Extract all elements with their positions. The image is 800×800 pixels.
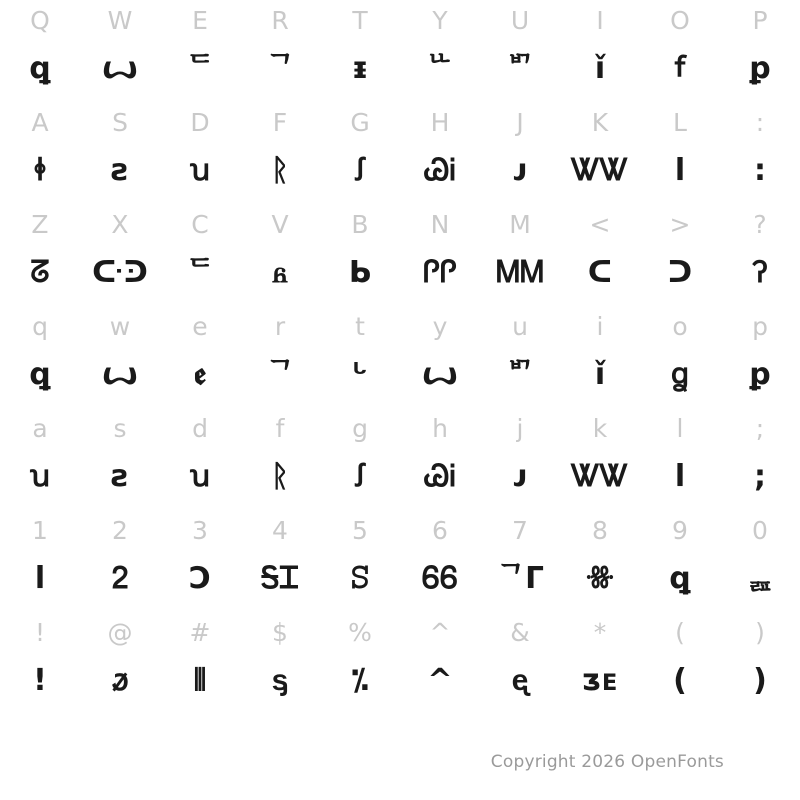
- glyph-cell: ᖯ: [348, 255, 372, 290]
- glyph-cell: ᄔ: [425, 51, 455, 86]
- key-row-asdf-lower: [0, 408, 800, 450]
- glyph-cell: ^: [427, 663, 453, 698]
- glyph-row-qwerty-upper: [0, 42, 800, 96]
- key-cell: ): [755, 618, 765, 647]
- key-cell: Z: [31, 210, 49, 239]
- key-row-asdf-upper: [0, 102, 800, 144]
- key-cell: O: [670, 6, 690, 35]
- glyph-cell: :: [754, 153, 766, 188]
- key-cell: k: [592, 414, 608, 443]
- key-cell: W: [107, 6, 133, 35]
- glyph-cell: ᏺ: [272, 255, 288, 290]
- key-cell: 3: [192, 516, 208, 545]
- key-cell: V: [271, 210, 289, 239]
- key-cell: M: [509, 210, 531, 239]
- key-cell: Q: [30, 6, 50, 35]
- glyph-cell: ᄃ: [185, 51, 215, 86]
- glyph-row-qwerty-lower: [0, 348, 800, 402]
- key-cell: A: [31, 108, 49, 137]
- glyph-cell: ꙍ: [422, 357, 458, 392]
- glyph-cell: ᎵᎵ: [423, 255, 457, 290]
- key-cell: f: [275, 414, 285, 443]
- key-cell: I: [596, 6, 604, 35]
- glyph-cell: ꬲ: [193, 357, 207, 392]
- glyph-cell: ꙍ: [102, 51, 138, 86]
- glyph-cell: ꝗ: [29, 357, 51, 392]
- glyph-cell: ⁒: [351, 663, 369, 698]
- key-cell: C: [191, 210, 209, 239]
- key-cell: K: [591, 108, 609, 137]
- glyph-cell: ᏊᎥ: [424, 459, 456, 494]
- glyph-cell: !: [33, 663, 47, 698]
- key-cell: &: [510, 618, 530, 647]
- glyph-cell: ꝑ: [749, 51, 771, 86]
- key-cell: Y: [432, 6, 448, 35]
- key-cell: :: [755, 108, 765, 137]
- key-cell: %: [348, 618, 372, 647]
- key-cell: F: [272, 108, 288, 137]
- glyph-cell: ᴊ: [512, 153, 528, 188]
- glyph-cell: ⦀: [193, 663, 207, 698]
- key-cell: 7: [512, 516, 528, 545]
- glyph-cell: ꭒ: [29, 459, 51, 494]
- key-cell: N: [430, 210, 450, 239]
- glyph-cell: ᏊᎥ: [424, 153, 456, 188]
- glyph-cell: ᄀᒥ: [496, 561, 544, 596]
- key-cell: g: [352, 414, 368, 443]
- glyph-cell: ᄞ: [505, 51, 535, 86]
- key-cell: 1: [32, 516, 48, 545]
- glyph-cell: ᒡ: [352, 357, 368, 392]
- key-cell: y: [432, 312, 448, 341]
- glyph-cell: ᚱ: [271, 459, 289, 494]
- key-cell: h: [432, 414, 448, 443]
- key-cell: H: [430, 108, 450, 137]
- glyph-cell: ꭍ: [354, 153, 366, 188]
- key-cell: u: [512, 312, 528, 341]
- key-cell: t: [355, 312, 365, 341]
- key-cell: X: [111, 210, 129, 239]
- key-cell: q: [32, 312, 48, 341]
- key-cell: i: [596, 312, 604, 341]
- glyph-cell: ᎦᏆ: [260, 561, 300, 596]
- glyph-cell: ꬹ: [34, 153, 46, 188]
- glyph-cell: ꓛ: [188, 561, 212, 596]
- key-cell: @: [107, 618, 133, 647]
- glyph-cell: ᒿ: [111, 561, 129, 596]
- glyph-cell: ): [753, 663, 767, 698]
- glyph-row-asdf-upper: [0, 144, 800, 198]
- glyph-cell: ꬵ: [674, 51, 686, 86]
- glyph-cell: ᘔ: [30, 255, 50, 290]
- key-cell: 5: [352, 516, 368, 545]
- glyph-cell: ᑐ: [667, 255, 693, 290]
- glyph-cell: ᴣᴇ: [581, 663, 619, 698]
- key-cell: s: [113, 414, 127, 443]
- glyph-cell: ᎷᎷ: [496, 255, 544, 290]
- key-cell: 0: [752, 516, 768, 545]
- key-cell: $: [272, 618, 288, 647]
- copyright-notice: Copyright 2026 OpenFonts: [490, 752, 724, 772]
- key-cell: 8: [592, 516, 608, 545]
- key-cell: a: [32, 414, 48, 443]
- glyph-cell: (: [673, 663, 687, 698]
- key-cell: w: [109, 312, 131, 341]
- key-cell: L: [673, 108, 687, 137]
- key-cell: d: [192, 414, 208, 443]
- glyph-cell: ꬶ: [670, 357, 690, 392]
- glyph-cell: ꬿ: [111, 663, 129, 698]
- key-cell: U: [510, 6, 530, 35]
- glyph-cell: ᶒ: [511, 663, 529, 698]
- key-row-symbols: [0, 612, 800, 654]
- glyph-cell: l: [34, 561, 46, 596]
- key-row-qwerty-upper: [0, 0, 800, 42]
- key-cell: e: [192, 312, 208, 341]
- key-cell: p: [752, 312, 768, 341]
- glyph-cell: ꭍ: [354, 459, 366, 494]
- key-cell: #: [189, 618, 211, 647]
- key-cell: G: [350, 108, 370, 137]
- glyph-cell: ꝗ: [29, 51, 51, 86]
- glyph-cell: l: [674, 153, 686, 188]
- glyph-cell: ꙅ: [111, 153, 129, 188]
- glyph-cell: ᆵ: [745, 561, 775, 596]
- key-cell: 2: [112, 516, 128, 545]
- key-cell: D: [190, 108, 210, 137]
- key-cell: R: [271, 6, 289, 35]
- glyph-cell: ǐ: [594, 357, 606, 392]
- glyph-cell: l: [674, 459, 686, 494]
- key-cell: 6: [432, 516, 448, 545]
- key-cell: >: [669, 210, 691, 239]
- glyph-cell: ꙅ: [111, 459, 129, 494]
- key-cell: r: [274, 312, 286, 341]
- key-cell: J: [516, 108, 524, 137]
- glyph-cell: ᏔᏔ: [571, 459, 629, 494]
- key-cell: 9: [672, 516, 688, 545]
- glyph-row-symbols: [0, 654, 800, 708]
- glyph-cell: ᴊ: [512, 459, 528, 494]
- key-cell: ;: [755, 414, 765, 443]
- key-cell: ?: [753, 210, 767, 239]
- key-cell: P: [752, 6, 768, 35]
- key-cell: l: [676, 414, 684, 443]
- key-row-digits: [0, 510, 800, 552]
- key-cell: <: [589, 210, 611, 239]
- key-cell: T: [352, 6, 368, 35]
- glyph-cell: ꭒ: [189, 153, 211, 188]
- key-cell: ^: [429, 618, 451, 647]
- glyph-cell: ᄀ: [265, 357, 295, 392]
- glyph-cell: ꭒ: [189, 459, 211, 494]
- key-cell: *: [593, 618, 607, 647]
- key-cell: j: [516, 414, 524, 443]
- key-row-zxcv-upper: [0, 204, 800, 246]
- glyph-cell: ꝗ: [669, 561, 691, 596]
- glyph-cell: ᄀ: [265, 51, 295, 86]
- key-cell: !: [34, 618, 46, 647]
- glyph-cell: ᚱ: [271, 153, 289, 188]
- glyph-cell: ꕶ: [350, 561, 370, 596]
- glyph-cell: ᏔᏔ: [571, 153, 629, 188]
- glyph-cell: ꛫ: [751, 255, 769, 290]
- glyph-cell: ᄃ: [185, 255, 215, 290]
- glyph-cell: ꙍ: [102, 357, 138, 392]
- glyph-cell: ᏮᏮ: [421, 561, 459, 596]
- key-cell: E: [192, 6, 208, 35]
- key-cell: (: [675, 618, 685, 647]
- glyph-row-digits: [0, 552, 800, 606]
- key-cell: 4: [272, 516, 288, 545]
- glyph-cell: ᵻ: [351, 51, 369, 86]
- glyph-cell: ǐ: [594, 51, 606, 86]
- glyph-row-zxcv-upper: [0, 246, 800, 300]
- key-cell: B: [351, 210, 369, 239]
- key-cell: S: [112, 108, 128, 137]
- glyph-cell: ᑢᑔ: [91, 255, 148, 290]
- glyph-cell: ꝑ: [749, 357, 771, 392]
- glyph-cell: ᶊ: [271, 663, 289, 698]
- glyph-cell: ꗥ: [585, 561, 615, 596]
- key-cell: o: [672, 312, 688, 341]
- key-row-qwerty-lower: [0, 306, 800, 348]
- glyph-cell: ᑕ: [587, 255, 613, 290]
- glyph-row-asdf-lower: [0, 450, 800, 504]
- glyph-cell: ᄞ: [505, 357, 535, 392]
- glyph-cell: ;: [754, 459, 766, 494]
